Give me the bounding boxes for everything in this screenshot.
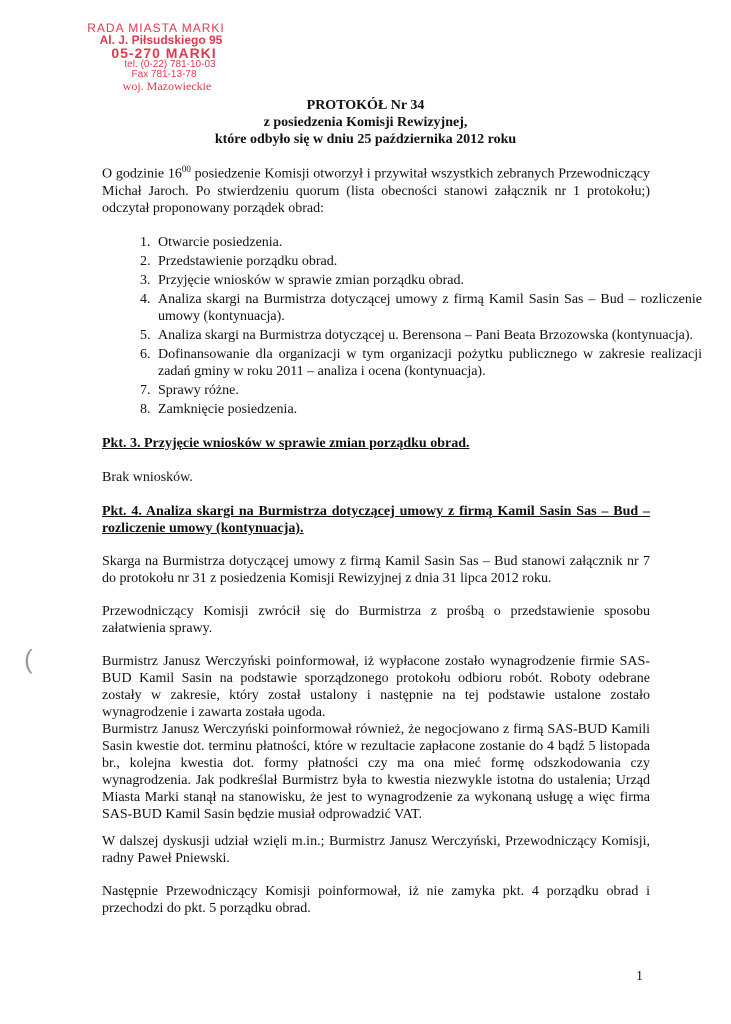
section4-paragraph: Przewodniczący Komisji zwrócił się do Burmistrza z prośbą o przedstawienie sposobu załatwienia sprawy. bbox=[102, 604, 650, 636]
section4-paragraph: Burmistrz Janusz Werczyński poinformował również, że negocjowano z firmą SAS-BUD Kamili Sasin kwestie dot. terminu płatności, które w rezultacie zapłacone zostanie do 4 bądź 5 listopada br., kolejna kwestia dot. formy płatności czy ma ona mieć formę odszkodowania czy wynagrodzenia. Jak podkreślał Burmistrz była to kwestia niezwykle istotna do ustalenia; Urząd Miasta Marki stanął na stanowisku, że jest to wynagrodzenie za wykonaną usługę a więc firma SAS-BUD Kamil Sasin będzie musiał odprowadzić VAT. bbox=[102, 722, 650, 822]
stamp-line-phone: tel. (0-22) 781-10-03 bbox=[124, 59, 216, 70]
section4-paragraph: Burmistrz Janusz Werczyński poinformował, iż wypłacone zostało wynagrodzenie firmie SAS-BUD Kamil Sasin na podstawie sporządzonego protokołu odbioru robót. Roboty odebrane zostały w zakresie, który został ustalony i następnie na tej podstawie ustalone zostało wynagrodzenie i zawarta została ugoda. bbox=[102, 654, 650, 720]
document-date-line: które odbyło się w dniu 25 października 2012 roku bbox=[214, 132, 517, 147]
stamp-line-city: 05-270 MARKI bbox=[111, 45, 217, 61]
stamp-line-name: RADA MIASTA MARKI bbox=[87, 21, 225, 35]
stamp-line-fax: Fax 781-13-78 bbox=[131, 69, 197, 80]
section4-paragraph: W dalszej dyskusji udział wzięli m.in.; Burmistrz Janusz Werczyński, Przewodniczący Komisji, radny Paweł Pniewski. bbox=[102, 834, 650, 866]
section3-text: Brak wniosków. bbox=[102, 470, 193, 485]
agenda-item: 4. Analiza skargi na Burmistrza dotyczącej umowy z firmą Kamil Sasin Sas – Bud – rozliczenie umowy (kontynuacja). bbox=[154, 291, 702, 325]
punch-hole-mark: ( bbox=[24, 644, 33, 674]
intro-text-rest: posiedzenie Komisji otworzył i przywitał wszystkich zebranych Przewodniczący Michał Jaroch. Po stwierdzeniu quorum (lista obecności stanowi załącznik nr 1 protokołu;) odczytał proponowany porządek obrad: bbox=[102, 166, 651, 216]
agenda-list bbox=[102, 234, 702, 420]
agenda-item: 3. Przyjęcie wniosków w sprawie zmian porządku obrad. bbox=[154, 272, 702, 289]
intro-text-start: O godzinie 16 bbox=[102, 166, 182, 182]
section4-paragraph: Następnie Przewodniczący Komisji poinformował, iż nie zamyka pkt. 4 porządku obrad i przechodzi do pkt. 5 porządku obrad. bbox=[102, 884, 650, 916]
section4-heading: Pkt. 4. Analiza skargi na Burmistrza dotyczącej umowy z firmą Kamil Sasin Sas – Bud – rozliczenie umowy (kontynuacja). bbox=[102, 504, 650, 536]
document-subtitle: z posiedzenia Komisji Rewizyjnej, bbox=[263, 115, 468, 130]
document-title: PROTOKÓŁ Nr 34 bbox=[306, 98, 425, 113]
section4-paragraph: Skarga na Burmistrza dotyczącej umowy z firmą Kamil Sasin Sas – Bud stanowi załącznik nr 7 do protokołu nr 31 z posiedzenia Komisji Rewizyjnej z dnia 31 lipca 2012 roku. bbox=[102, 554, 650, 586]
page-number: 1 bbox=[636, 969, 643, 984]
stamp-line-region: woj. Mazowieckie bbox=[122, 79, 212, 93]
intro-time-superscript: 00 bbox=[181, 164, 191, 174]
agenda-item: 6. Dofinansowanie dla organizacji w tym organizacji pożytku publicznego w zakresie realizacji zadań gminy w roku 2011 – analiza i ocena (kontynuacja). bbox=[154, 346, 702, 380]
council-stamp bbox=[86, 22, 256, 92]
intro-paragraph bbox=[102, 161, 650, 217]
agenda-item: 5. Analiza skargi na Burmistrza dotyczącej u. Berensona – Pani Beata Brzozowska (kontynuacja). bbox=[154, 327, 702, 344]
agenda-item: 8. Zamknięcie posiedzenia. bbox=[154, 401, 702, 418]
section3-heading: Pkt. 3. Przyjęcie wniosków w sprawie zmian porządku obrad. bbox=[102, 436, 470, 451]
stamp-line-street: Al. J. Piłsudskiego 95 bbox=[99, 33, 223, 47]
agenda-item: 1. Otwarcie posiedzenia. bbox=[154, 234, 702, 251]
agenda-item: 7. Sprawy różne. bbox=[154, 382, 702, 399]
document-title-block bbox=[0, 97, 731, 148]
agenda-item: 2. Przedstawienie porządku obrad. bbox=[154, 253, 702, 270]
